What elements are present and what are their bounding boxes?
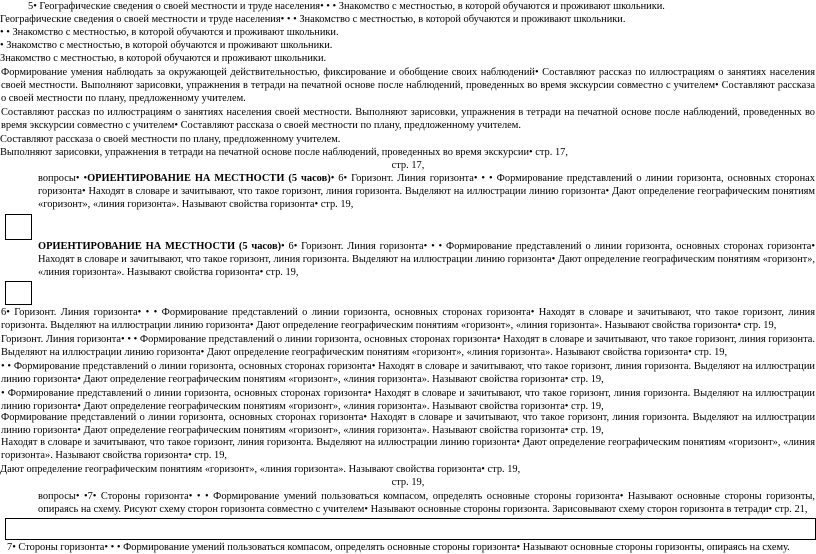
paragraph bbox=[0, 172, 816, 212]
paragraph: Формирование представлений о линии горизонта, основных сторонах горизонта• Находят в словаре и зачитывают, что такое горизонт, линия горизонта. Выделяют на иллюстрации линию горизонта• Дают определение географическим понятиям «горизонт», «линия горизонта». Называют свойства горизонта• стр. 19, bbox=[1, 412, 815, 437]
page-reference: стр. 19, bbox=[391, 477, 425, 488]
section-heading: ОРИЕНТИРОВАНИЕ НА МЕСТНОСТИ (5 часов) bbox=[87, 173, 331, 184]
text-line: Выполняют зарисовки, упражнения в тетради на печатной основе после наблюдений, проведенных во время экскурсии• стр. 17, bbox=[0, 147, 568, 158]
text-line: • Знакомство с местностью, в которой обучаются и проживают школьники. bbox=[0, 40, 333, 51]
paragraph: • • Формирование представлений о линии горизонта, основных сторонах горизонта• Находят в словаре и зачитывают, что такое горизонт, линия горизонта. Выделяют на иллюстрации линию горизонта• Дают определение географическим понятиям «горизонт», «линия горизонта». Называют свойства горизонта• стр. 19, bbox=[1, 361, 815, 386]
paragraph bbox=[0, 240, 816, 280]
text-line: • • Знакомство с местностью, в которой обучаются и проживают школьники. bbox=[0, 27, 339, 38]
paragraph-text: • 6• Горизонт. Линия горизонта• • • Формирование представлений о линии горизонта, основных сторонах горизонта• Находят в словаре и зачитывают, что такое горизонт, линия горизонта. Выделяют на иллюстрации линию горизонта• Дают определение географическим понятиям «горизонт», «линия горизонта». Называют свойства горизонта• стр. 19, bbox=[38, 173, 815, 211]
text-line: 5• Географические сведения о своей местности и труде населения• • • Знакомство с местностью, в которой обучаются и проживают школьники. bbox=[28, 1, 665, 12]
text-line: Знакомство с местностью, в которой обучаются и проживают школьники. bbox=[0, 53, 327, 64]
paragraph: Составляют рассказ по иллюстрациям о занятиях населения своей местности. Выполняют зарисовки, упражнения в тетради на печатной основе после наблюдений, проведенных во время экскурсии совместно с учителем• Составляют рассказа о своей местности по плану, предложенному учителем. bbox=[1, 107, 815, 132]
empty-checkbox-frame bbox=[5, 281, 32, 305]
table-cell-frame bbox=[5, 518, 816, 540]
empty-checkbox-frame bbox=[5, 214, 32, 240]
text-line: Составляют рассказа о своей местности по плану, предложенному учителем. bbox=[0, 134, 341, 145]
paragraph: Горизонт. Линия горизонта• • • Формирование представлений о линии горизонта, основных сторонах горизонта• Находят в словаре и зачитывают, что такое горизонт, линия горизонта. Выделяют на иллюстрации линию горизонта• Дают определение географическим понятиям «горизонт», «линия горизонта». Называют свойства горизонта• стр. 19, bbox=[1, 334, 815, 359]
text-line: 7• Стороны горизонта• • • Формирование умений пользоваться компасом, определять основные стороны горизонта• Называют основные стороны горизонты, опираясь на схему. bbox=[7, 542, 790, 553]
text-line: Дают определение географическим понятиям «горизонт», «линия горизонта». Называют свойства горизонта• стр. 19, bbox=[0, 464, 521, 475]
text-line: Географические сведения о своей местности и труде населения• • • Знакомство с местностью, в которой обучаются и проживают школьники. bbox=[0, 14, 626, 25]
page-reference: стр. 17, bbox=[391, 160, 425, 171]
paragraph: вопросы• •7• Стороны горизонта• • • Формирование умений пользоваться компасом, определять основные стороны горизонта• Называют основные стороны горизонты, опираясь на схему. Рисуют схему сторон горизонта совместно с учителем• Называют основные стороны горизонта. Зарисовывают схему сторон горизонта в тетради• стр. 21, bbox=[38, 491, 815, 516]
paragraph: Находят в словаре и зачитывают, что такое горизонт, линия горизонта. Выделяют на иллюстрации линию горизонта• Дают определение географическим понятиям «горизонт», «линия горизонта». Называют свойства горизонта• стр. 19, bbox=[1, 437, 815, 462]
paragraph: Формирование умения наблюдать за окружающей действительностью, фиксирование и обобщение своих наблюдений• Составляют рассказ по иллюстрациям о занятиях населения своей местности. Выполняют зарисовки, упражнения в тетради на печатной основе после наблюдений, проведенных во время экскурсии совместно с учителем• Составляют рассказа о своей местности по плану, предложенному учителем. bbox=[1, 67, 815, 105]
paragraph: • Формирование представлений о линии горизонта, основных сторонах горизонта• Находят в словаре и зачитывают, что такое горизонт, линия горизонта. Выделяют на иллюстрации линию горизонта• Дают определение географическим понятиям «горизонт», «линия горизонта». Называют свойства горизонта• стр. 19, bbox=[1, 388, 815, 413]
paragraph-text: • 6• Горизонт. Линия горизонта• • • Формирование представлений о линии горизонта, основных сторонах горизонта• Находят в словаре и зачитывают, что такое горизонт, линия горизонта. Выделяют на иллюстрации линию горизонта• Дают определение географическим понятиям «горизонт», «линия горизонта». Называют свойства горизонта• стр. 19, bbox=[38, 241, 815, 279]
section-heading: ОРИЕНТИРОВАНИЕ НА МЕСТНОСТИ (5 часов) bbox=[38, 241, 282, 252]
questions-prefix: вопросы• • bbox=[38, 173, 88, 184]
paragraph: 6• Горизонт. Линия горизонта• • • Формирование представлений о линии горизонта, основных сторонах горизонта• Находят в словаре и зачитывают, что такое горизонт, линия горизонта. Выделяют на иллюстрации линию горизонта• Дают определение географическим понятиям «горизонт», «линия горизонта». Называют свойства горизонта• стр. 19, bbox=[1, 307, 815, 332]
